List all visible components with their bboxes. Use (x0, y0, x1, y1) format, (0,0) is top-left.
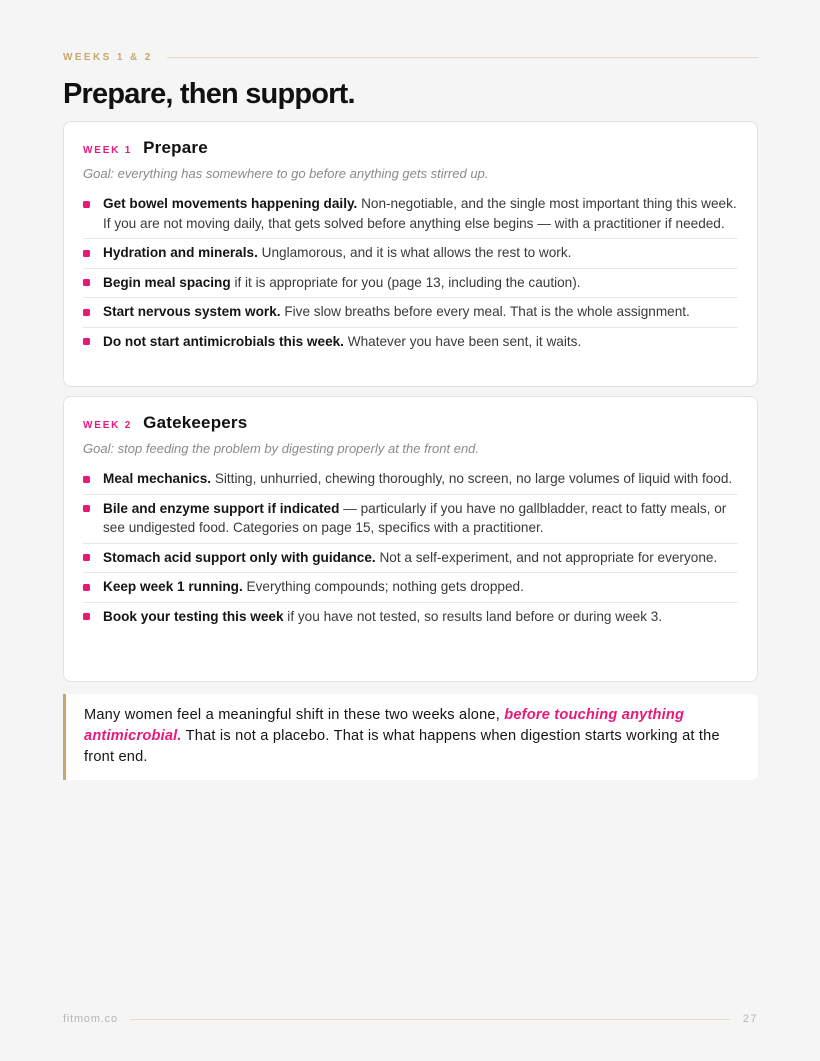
week-2-name: Gatekeepers (143, 413, 248, 432)
callout-emphasis: before touching anything antimicrobial. (84, 707, 685, 744)
callout-text-before: Many women feel a meaningful shift in these two weeks alone, (84, 707, 505, 723)
week-1-goal: Goal: everything has somewhere to go before anything gets stirred up. (83, 166, 489, 181)
section-label: WEEKS 1 & 2 (63, 52, 153, 63)
list-item (83, 573, 738, 603)
list-item (83, 194, 738, 239)
item-heading: Get bowel movements happening daily. (103, 196, 358, 211)
week-2-list (83, 469, 738, 626)
item-text: Whatever you have been sent, it waits. (343, 333, 582, 349)
callout-text-after: That is not a placebo. That is what happens when digestion starts working at the front end. (84, 728, 720, 765)
page-footer (63, 1013, 758, 1025)
item-text: — particularly if you have no gallbladder, react to fatty meals, or see undigested food. Categories on page 15, specifics with a practitioner. (103, 500, 727, 535)
list-item (83, 328, 738, 352)
week-1-header (83, 138, 738, 160)
item-heading: Do not start antimicrobials this week. (103, 333, 344, 349)
week-1-name: Prepare (143, 138, 208, 157)
list-item (83, 298, 738, 328)
week-2-header (83, 413, 738, 435)
callout-box (63, 694, 758, 780)
item-heading: Meal mechanics. (103, 471, 212, 486)
bullet-icon (83, 309, 90, 316)
item-text: Five slow breaths before every meal. That is the whole assignment. (280, 304, 690, 319)
item-heading: Keep week 1 running. (103, 579, 243, 594)
item-text: Unglamorous, and it is what allows the rest to work. (257, 245, 572, 260)
list-item (83, 495, 738, 544)
list-item (83, 269, 738, 299)
item-heading: Book your testing this week (103, 608, 284, 624)
bullet-icon (83, 201, 90, 208)
week-2-goal: Goal: stop feeding the problem by digesting properly at the front end. (83, 441, 480, 456)
page-title: Prepare, then support. (63, 78, 355, 110)
bullet-icon (83, 505, 90, 512)
bullet-icon (83, 554, 90, 561)
item-text: Everything compounds; nothing gets dropped. (242, 579, 524, 594)
item-heading: Start nervous system work. (103, 304, 281, 319)
page-number: 27 (742, 1013, 758, 1025)
bullet-icon (83, 584, 90, 591)
item-heading: Begin meal spacing (103, 274, 231, 290)
week-2-card (63, 396, 758, 682)
footer-site: fitmom.co (63, 1013, 118, 1025)
item-text: if it is appropriate for you (page 13, including the caution). (230, 274, 581, 290)
bullet-icon (83, 613, 90, 620)
bullet-icon (83, 476, 90, 483)
item-text: if you have not tested, so results land before or during week 3. (283, 608, 663, 624)
item-text: Sitting, unhurried, chewing thoroughly, no screen, no large volumes of liquid with food. (211, 471, 733, 486)
week-1-list (83, 194, 738, 351)
week-1-tag: WEEK 1 (83, 145, 133, 156)
week-2-tag: WEEK 2 (83, 420, 133, 431)
item-heading: Stomach acid support only with guidance. (103, 549, 376, 565)
section-divider (167, 57, 758, 58)
footer-divider (130, 1019, 731, 1020)
week-1-card (63, 121, 758, 387)
section-header (63, 52, 758, 63)
list-item (83, 544, 738, 574)
bullet-icon (83, 250, 90, 257)
item-heading: Bile and enzyme support if indicated (103, 500, 340, 516)
bullet-icon (83, 338, 90, 345)
list-item (83, 239, 738, 269)
list-item (83, 603, 738, 627)
item-text: Not a self-experiment, and not appropriate for everyone. (375, 549, 718, 565)
item-text: Non-negotiable, and the single most important thing this week. If you are not moving daily, that gets solved before anything else begins — with a practitioner if needed. (103, 196, 737, 231)
list-item (83, 469, 738, 495)
bullet-icon (83, 279, 90, 286)
item-heading: Hydration and minerals. (103, 245, 258, 260)
